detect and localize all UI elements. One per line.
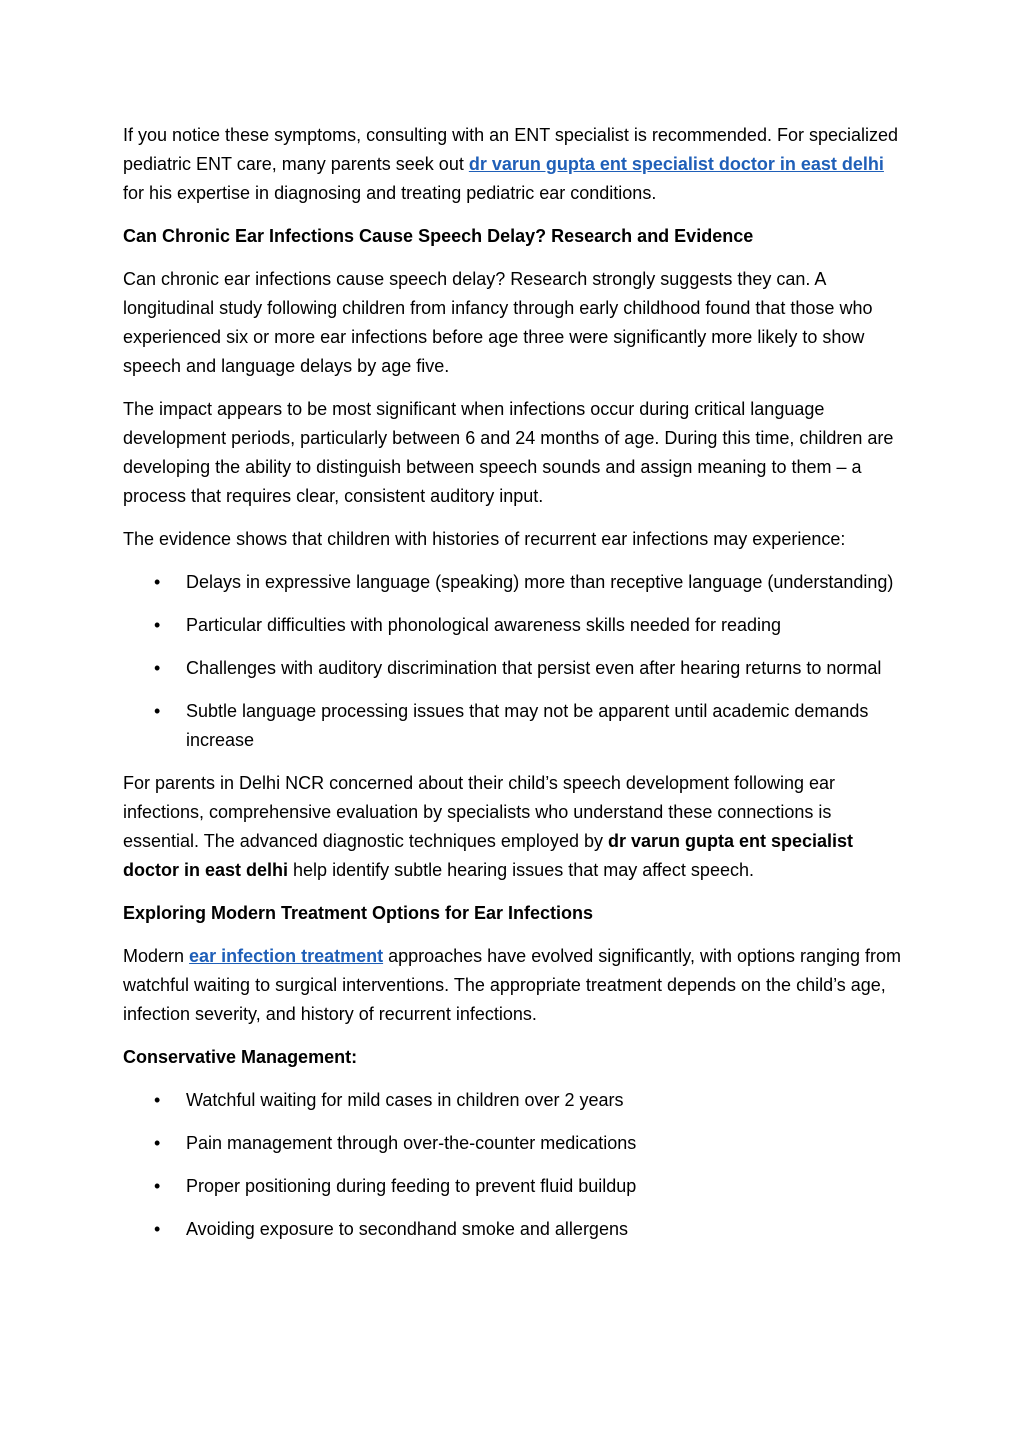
- bullet-icon: •: [154, 615, 161, 635]
- list-item-text: Subtle language processing issues that may not be apparent until academic demands increase: [186, 701, 869, 750]
- paragraph-text-end: help identify subtle hearing issues that may affect speech.: [288, 860, 754, 880]
- bullet-icon: •: [154, 1090, 161, 1110]
- paragraph-text: Modern: [123, 946, 190, 966]
- list-item-text: Pain management through over-the-counter medications: [186, 1133, 637, 1153]
- conservative-list: [123, 1086, 903, 1244]
- list-item: [123, 1086, 903, 1115]
- bullet-icon: •: [154, 1133, 161, 1153]
- paragraph-text-end: approaches have evolved significantly, with options ranging from watchful waiting to surgical interventions. The appropriate treatment depends on the child’s age, infection severity, and history of recurrent infections.: [123, 946, 902, 1024]
- list-item: [123, 654, 903, 683]
- bullet-icon: •: [154, 701, 161, 721]
- list-item-text: Delays in expressive language (speaking) more than receptive language (understanding): [186, 572, 894, 592]
- list-item: [123, 1172, 903, 1201]
- list-item: [123, 611, 903, 640]
- list-item-text: Particular difficulties with phonological awareness skills needed for reading: [186, 615, 781, 635]
- list-item: [123, 1129, 903, 1158]
- intro-text-end: for his expertise in diagnosing and treating pediatric ear conditions.: [123, 183, 657, 203]
- research-paragraph: Can chronic ear infections cause speech delay? Research strongly suggests they can. A longitudinal study following children from infancy through early childhood found that those who experienced six or more ear infections before age three were significantly more likely to show speech and language delays by age five.: [123, 269, 873, 376]
- document-body: [123, 121, 903, 1258]
- modern-treatment-paragraph: [123, 942, 903, 1029]
- bullet-icon: •: [154, 658, 161, 678]
- list-item-text: Watchful waiting for mild cases in children over 2 years: [186, 1090, 624, 1110]
- bullet-icon: •: [154, 1219, 161, 1239]
- speech-delay-heading: Can Chronic Ear Infections Cause Speech Delay? Research and Evidence: [123, 226, 754, 246]
- delhi-parents-paragraph: [123, 769, 903, 885]
- evidence-list: [123, 568, 903, 755]
- list-item-text: Proper positioning during feeding to prevent fluid buildup: [186, 1176, 637, 1196]
- doctor-name-bold: dr varun gupta ent specialist doctor in east delhi: [123, 831, 854, 880]
- intro-paragraph: [123, 121, 903, 208]
- bullet-icon: •: [154, 572, 161, 592]
- bullet-icon: •: [154, 1176, 161, 1196]
- ear-infection-treatment-link[interactable]: ear infection treatment: [189, 946, 384, 966]
- list-item-text: Avoiding exposure to secondhand smoke and allergens: [186, 1219, 628, 1239]
- conservative-management-heading: Conservative Management:: [123, 1047, 358, 1067]
- doctor-link[interactable]: dr varun gupta ent specialist doctor in east delhi: [468, 154, 884, 174]
- treatment-options-heading: Exploring Modern Treatment Options for Ear Infections: [123, 903, 594, 923]
- list-item: [123, 1215, 903, 1244]
- list-item-text: Challenges with auditory discrimination that persist even after hearing returns to normal: [186, 658, 882, 678]
- paragraph-text: For parents in Delhi NCR concerned about their child’s speech development following ear infections, comprehensive evaluation by specialists who understand these connections is essential. The advanced diagnostic techniques employed by: [123, 773, 836, 851]
- list-item: [123, 568, 903, 597]
- intro-text: If you notice these symptoms, consulting with an ENT specialist is recommended. For specialized pediatric ENT care, many parents seek out: [123, 125, 899, 174]
- list-item: [123, 697, 903, 755]
- evidence-intro-paragraph: The evidence shows that children with histories of recurrent ear infections may experience:: [123, 529, 846, 549]
- impact-paragraph: The impact appears to be most significant when infections occur during critical language development periods, particularly between 6 and 24 months of age. During this time, children are developing the ability to distinguish between speech sounds and assign meaning to them – a process that requires clear, consistent auditory input.: [123, 399, 894, 506]
